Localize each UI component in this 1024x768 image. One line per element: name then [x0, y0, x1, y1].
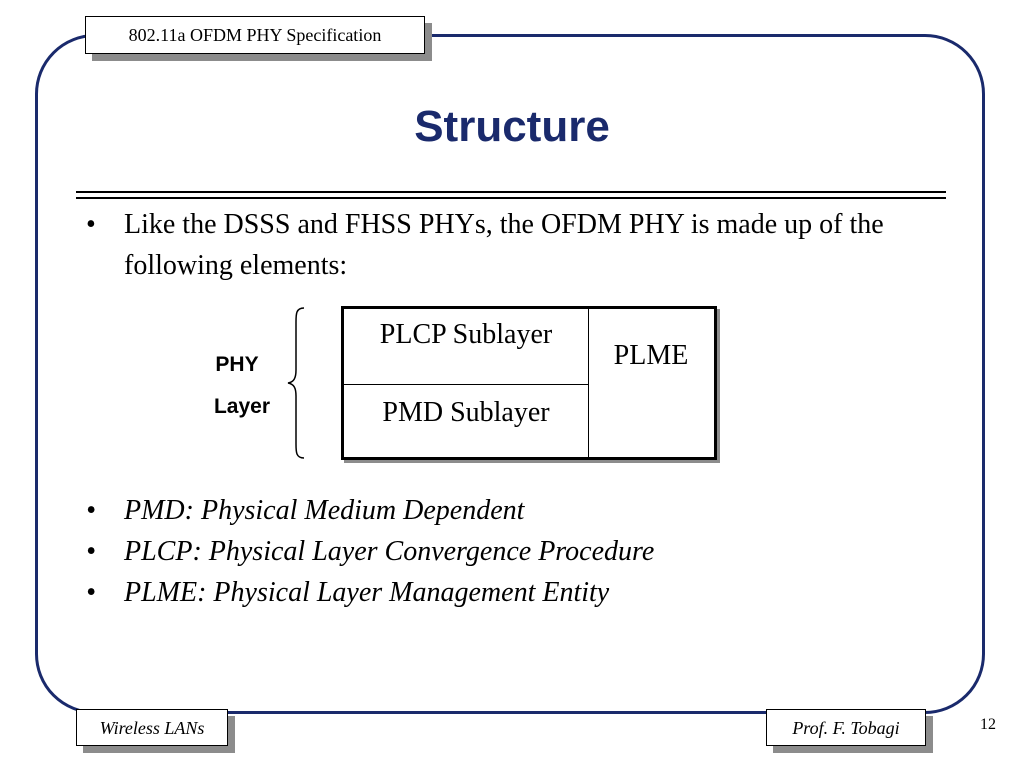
plme-cell: PLME	[613, 340, 689, 371]
header-title-box	[85, 16, 425, 54]
list-item	[86, 490, 654, 531]
title-divider-bottom	[76, 197, 946, 199]
bullet-icon: •	[86, 536, 96, 567]
plcp-sublayer-cell: PLCP Sublayer	[379, 319, 553, 350]
phy-structure-diagram	[341, 306, 717, 460]
definition-plcp: PLCP: Physical Layer Convergence Procedure	[124, 536, 655, 567]
footer-author-label: Prof. F. Tobagi	[792, 717, 900, 738]
diagram-vertical-divider	[588, 309, 589, 457]
bullet-icon: •	[86, 495, 96, 526]
definition-pmd: PMD: Physical Medium Dependent	[124, 495, 525, 526]
footer-course-label: Wireless LANs	[99, 717, 205, 738]
slide-title: Structure	[414, 102, 610, 151]
diagram-horizontal-divider	[344, 384, 588, 385]
list-item	[86, 531, 654, 572]
definition-plme: PLME: Physical Layer Management Entity	[124, 577, 610, 608]
definition-list	[86, 490, 654, 613]
bullet-icon: •	[86, 577, 96, 608]
footer-author-box	[766, 709, 926, 746]
footer-course-box	[76, 709, 228, 746]
pmd-sublayer-cell: PMD Sublayer	[382, 397, 550, 428]
intro-bullet-list	[86, 204, 936, 286]
page-number: 12	[980, 716, 996, 733]
intro-bullet-text: Like the DSSS and FHSS PHYs, the OFDM PHY is made up of the following elements:	[124, 209, 884, 281]
title-divider-top	[76, 191, 946, 193]
layer-label: Layer	[213, 395, 271, 418]
phy-label: PHY	[215, 353, 259, 376]
list-item	[86, 204, 936, 286]
curly-brace-icon	[284, 306, 314, 460]
list-item	[86, 572, 654, 613]
bullet-icon: •	[86, 209, 96, 240]
header-title: 802.11a OFDM PHY Specification	[128, 25, 382, 45]
